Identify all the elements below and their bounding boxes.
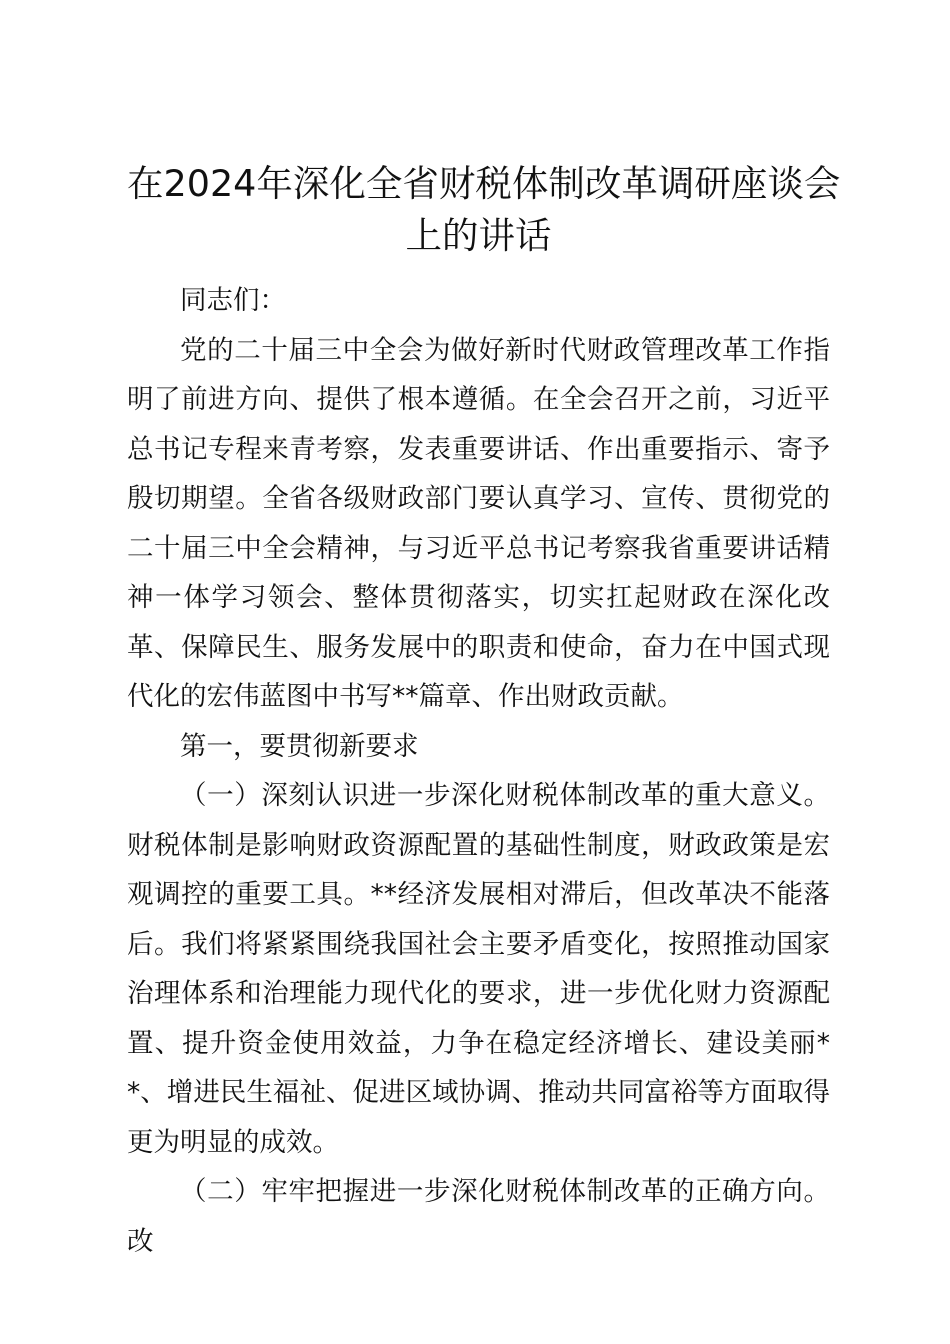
intro-paragraph: 党的二十届三中全会为做好新时代财政管理改革工作指明了前进方向、提供了根本遵循。在全会召开之前，习近平总书记专程来青考察，发表重要讲话、作出重要指示、寄予殷切期望。全省各级财政部门要认真学习、宣传、贯彻党的二十届三中全会精神，与习近平总书记考察我省重要讲话精神一体学习领会、整体贯彻落实，切实扛起财政在深化改革、保障民生、服务发展中的职责和使命，奋力在中国式现代化的宏伟蓝图中书写**篇章、作出财政贡献。 — [127, 334, 830, 712]
document-title — [127, 158, 841, 262]
salutation: 同志们： — [180, 285, 286, 316]
point-paragraph-2: （二）牢牢把握进一步深化财税体制改革的正确方向。改 — [127, 1176, 830, 1257]
title-line-2: 上的讲话 — [405, 214, 552, 257]
title-line-1: 在2024年深化全省财税体制改革调研座谈会 — [127, 162, 841, 205]
section-heading-1: 第一，要贯彻新要求 — [180, 730, 419, 762]
point-paragraph-1: （一）深刻认识进一步深化财税体制改革的重大意义。财税体制是影响财政资源配置的基础性制度，财政政策是宏观调控的重要工具。**经济发展相对滞后，但改革决不能落后。我们将紧紧围绕我国社会主要矛盾变化，按照推动国家治理体系和治理能力现代化的要求，进一步优化财力资源配置、提升资金使用效益，力争在稳定经济增长、建设美丽**、增进民生福祉、促进区域协调、推动共同富裕等方面取得更为明显的成效。 — [127, 780, 830, 1158]
